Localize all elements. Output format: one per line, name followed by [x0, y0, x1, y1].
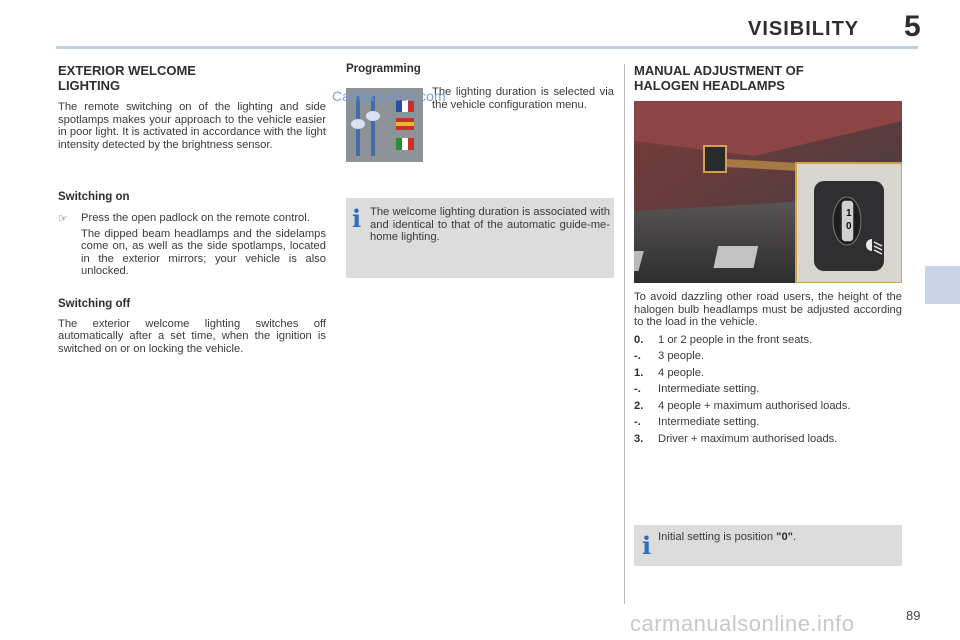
list-item: -. Intermediate setting. [634, 383, 760, 395]
dashboard-pedals-illustration [634, 101, 902, 283]
header-rule [56, 46, 918, 49]
list-item: -. Intermediate setting. [634, 416, 760, 428]
programming-title: Programming [346, 63, 421, 75]
headlamp-adjuster-photo [634, 101, 902, 283]
switching-on-bullet: Press the open padlock on the remote control. [81, 212, 310, 224]
switching-off-title: Switching off [58, 297, 131, 310]
list-item: 3. Driver + maximum authorised loads. [634, 432, 838, 445]
list-item: -. 3 people. [634, 350, 705, 362]
list-item: 1. 4 people. [634, 366, 705, 379]
pointing-hand-icon: ☞ [58, 213, 68, 225]
watermark-bottom: carmanualsonline.info [630, 611, 855, 636]
initial-setting-text: Initial setting is position "0". [658, 531, 797, 543]
column-divider [624, 64, 625, 604]
switching-off-text: The exterior welcome lighting switches off automatically after a set time, when the ignition is switched on or on locking the vehicle. [58, 317, 326, 355]
chapter-number: 5 [904, 10, 921, 43]
list-item: 0. 1 or 2 people in the front seats. [634, 333, 813, 346]
switching-on-title: Switching on [58, 191, 130, 203]
info-icon: i [642, 531, 652, 560]
page-number: 89 [906, 608, 921, 623]
switching-on-detail: The dipped beam headlamps and the sidelamps come on, as well as the side spotlamps, located in the exterior mirrors; your vehicle is also unlocked. [81, 227, 326, 277]
initial-setting-info-box [634, 525, 902, 566]
exterior-welcome-intro: The remote switching on of the lighting and side spotlamps makes your approach to the vehicle easier in poor light. It is activated in accordance with the light intensity detected by the brightness sensor. [58, 101, 326, 151]
dial-position-label: 1 [846, 208, 852, 219]
welcome-duration-info-text: The welcome lighting duration is associated with and identical to that of the automatic guide-me-home lighting. [370, 206, 610, 243]
watermark-top: CarManuals2.com [332, 88, 446, 104]
exterior-welcome-section [58, 63, 326, 355]
info-icon: i [352, 204, 362, 233]
load-settings-list [634, 334, 902, 446]
programming-text: The lighting duration is selected via the vehicle configuration menu. [432, 86, 614, 111]
manual-adjustment-intro: To avoid dazzling other road users, the height of the halogen bulb headlamps must be adjusted according to the load in the vehicle. [634, 291, 902, 328]
exterior-welcome-title: EXTERIOR WELCOME LIGHTING [58, 63, 196, 93]
manual-adjustment-title: MANUAL ADJUSTMENT OF HALOGEN HEADLAMPS [634, 63, 804, 93]
switching-on-step [58, 212, 326, 278]
welcome-duration-info-box [346, 198, 614, 278]
list-item: 2. 4 people + maximum authorised loads. [634, 399, 851, 412]
chapter-side-tab [925, 266, 960, 304]
dial-position-label: 0 [846, 221, 852, 232]
chapter-title: VISIBILITY [748, 18, 860, 40]
manual-adjustment-content [634, 291, 902, 445]
